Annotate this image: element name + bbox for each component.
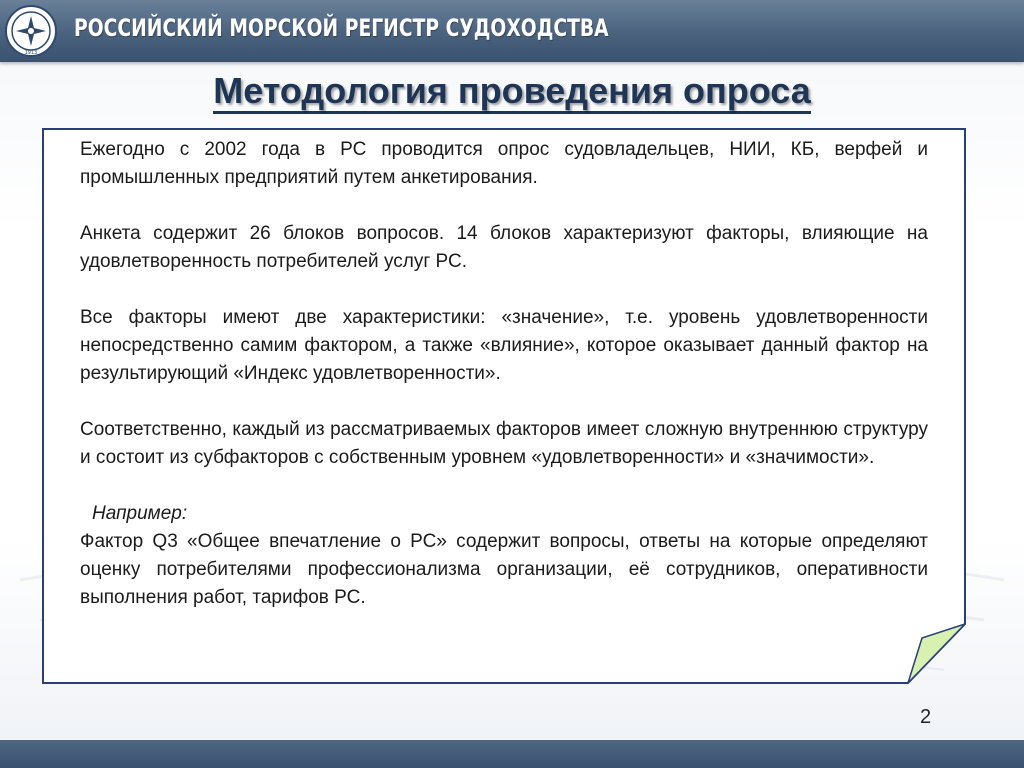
paragraph-1: Ежегодно с 2002 года в РС проводится опрос судовладельцев, НИИ, КБ, верфей и промышленных предприятий путем анкетирования. [80,139,928,188]
register-emblem-icon [4,4,58,58]
slide-title [0,70,1024,112]
paragraph-2: Анкета содержит 26 блоков вопросов. 14 блоков характеризуют факторы, влияющие на удовлетворенность потребителей услуг РС. [80,223,928,272]
example-label: Например: [92,503,188,524]
organization-name: РОССИЙСКИЙ МОРСКОЙ РЕГИСТР СУДОХОДСТВА [74,14,609,42]
slide-title-text: Методология проведения опроса [213,70,811,114]
paragraph-4: Соответственно, каждый из рассматриваемых факторов имеет сложную внутреннюю структуру и состоит из субфакторов с собственным уровнем «удовлетворенности» и «значимости». [80,419,928,468]
paragraph-3: Все факторы имеют две характеристики: «значение», т.е. уровень удовлетворенности непосредственно самим фактором, а также «влияние», которое оказывает данный фактор на результирующий «Индекс удовлетворенности». [80,307,928,384]
header-bar [0,0,1024,62]
example-text: Фактор Q3 «Общее впечатление о РС» содержит вопросы, ответы на которые определяют оценку потребителями профессионализма организации, её сотрудников, оперативности выполнения работ, тарифов РС. [80,531,928,608]
logo-year: 1913 [24,50,38,56]
footer-bar [0,740,1024,768]
body-text [80,136,928,612]
page-number: 2 [920,706,932,728]
content-card [42,128,966,684]
example-block [80,500,928,612]
